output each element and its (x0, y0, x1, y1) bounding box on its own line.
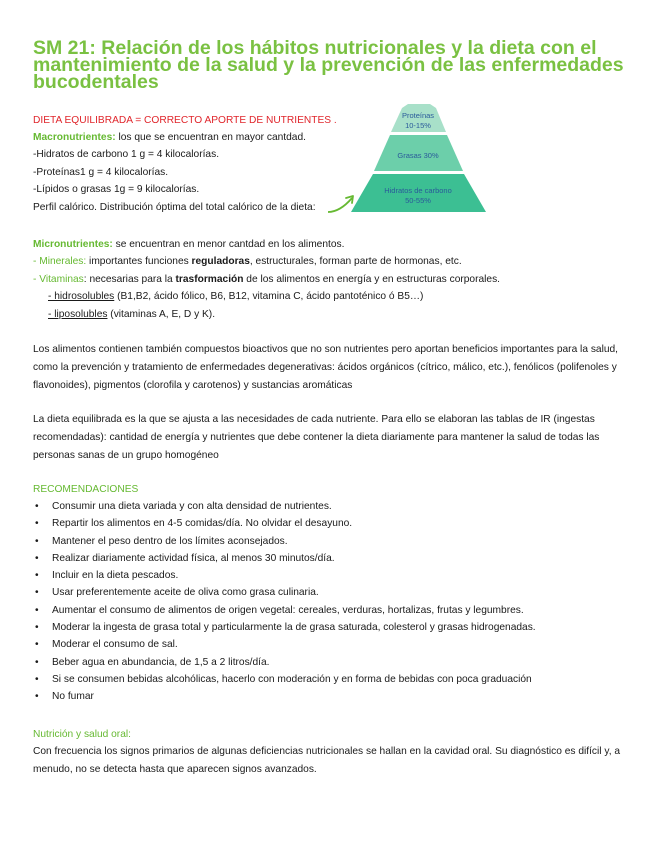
bullet-icon: • (35, 587, 39, 599)
bullet-icon: • (35, 673, 39, 685)
liposolubles-line (48, 308, 215, 321)
bullet-icon: • (35, 518, 39, 530)
macro-line (33, 131, 306, 144)
minerales-label: - Minerales: (33, 256, 87, 267)
hidrosolubles-text: (B1,B2, ácido fólico, B6, B12, vitamina C, ácido pantoténico ó B5…) (114, 291, 424, 302)
macro-text: los que se encuentran en mayor cantdad. (115, 132, 306, 143)
ir-paragraph: La dieta equilibrada es la que se ajusta a las necesidades de cada nutriente. Para ello se elaboran las tablas de IR (ingestas recomendadas): cantidad de energía y nutrientes que debe contener la dieta diariamente para mantener la salud de todas las personas sanas de un grupo homogéneo (33, 414, 600, 461)
list-item (33, 569, 536, 586)
list-item-text: Repartir los alimentos en 4-5 comidas/día. No olvidar el desayuno. (52, 518, 353, 530)
curved-arrow-icon (326, 192, 358, 216)
list-item-text: Si se consumen bebidas alcohólicas, hacerlo con moderación y en forma de bebidas con poca graduación (52, 673, 532, 685)
list-item (33, 586, 536, 603)
list-item-text: Aumentar el consumo de alimentos de origen vegetal: cereales, verduras, hortalizas, frutas y legumbres. (52, 604, 524, 616)
vitaminas-pre: : necesarias para la (83, 274, 176, 285)
recomendaciones-heading: RECOMENDACIONES (33, 484, 139, 495)
vitaminas-bold: trasformación (175, 274, 244, 285)
list-item-text: Moderar el consumo de sal. (52, 639, 178, 651)
list-item-text: Realizar diariamente actividad física, al menos 30 minutos/día. (52, 552, 335, 564)
list-item-text: Moderar la ingesta de grasa total y particularmente la de grasa saturada, colesterol y grasas hidrogenadas. (52, 622, 536, 634)
liposolubles-label: - liposolubles (48, 309, 108, 320)
list-item-text: Usar preferentemente aceite de oliva como grasa culinaria. (52, 587, 319, 599)
oral-paragraph: Con frecuencia los signos primarios de algunas deficiencias nutricionales se hallan en la cavidad oral. Su diagnóstico es difícil y, a menudo, no se detecta hasta que aparecen signos avanzados. (33, 746, 621, 775)
pyramid-top-tier-cap (402, 104, 436, 108)
pyramid-top-pct: 10-15% (405, 121, 431, 130)
minerales-pre: importantes funciones (86, 256, 192, 267)
oral-heading: Nutrición y salud oral: (33, 729, 131, 740)
proteinas-line: -Proteínas1 g = 4 kilocalorías. (33, 167, 169, 178)
vitaminas-label: - Vitaminas (33, 274, 84, 285)
bullet-icon: • (35, 552, 39, 564)
list-item (33, 552, 536, 569)
dieta-heading: DIETA EQUILIBRADA = CORRECTO APORTE DE NUTRIENTES . (33, 115, 337, 126)
list-item-text: Mantener el peso dentro de los límites aconsejados. (52, 535, 288, 547)
pyramid-top-name: Proteínas (401, 111, 435, 120)
list-item-text: Consumir una dieta variada y con alta densidad de nutrientes. (52, 501, 332, 512)
list-item (33, 621, 536, 638)
page-title: SM 21: Relación de los hábitos nutricionales y la dieta con el mantenimiento de la salud y la prevención de las enfermedades bucodentales (33, 37, 624, 93)
list-item-text: Beber agua en abundancia, de 1,5 a 2 litros/día. (52, 656, 270, 668)
minerales-post: , estructurales, forman parte de hormonas, etc. (249, 256, 462, 267)
macro-label: Macronutrientes: (33, 132, 116, 143)
list-item (33, 500, 536, 517)
micro-label: Micronutrientes: (33, 239, 113, 250)
hidrosolubles-line (48, 290, 423, 303)
list-item (33, 690, 536, 707)
bullet-icon: • (35, 691, 39, 703)
vitaminas-line (33, 273, 500, 286)
list-item-text: Incluir en la dieta pescados. (52, 570, 179, 582)
pyramid-base-pct: 50-55% (405, 196, 431, 205)
micro-text: se encuentran en menor cantdad en los alimentos. (112, 239, 345, 250)
list-item (33, 517, 536, 534)
liposolubles-text: (vitaminas A, E, D y K). (107, 309, 216, 320)
minerales-bold: reguladoras (191, 256, 250, 267)
bullet-icon: • (35, 535, 39, 547)
bullet-icon: • (35, 501, 39, 512)
perfil-line: Perfil calórico. Distribución óptima del total calórico de la dieta: (33, 202, 316, 213)
hidrosolubles-label: - hidrosolubles (48, 291, 115, 302)
vitaminas-post: de los alimentos en energía y en estructuras corporales. (243, 274, 500, 285)
minerales-line (33, 255, 462, 268)
list-item (33, 638, 536, 655)
pyramid-base-name: Hidratos de carbono (384, 186, 452, 195)
bullet-icon: • (35, 656, 39, 668)
list-item-text: No fumar (52, 691, 94, 703)
list-item (33, 673, 536, 690)
bullet-icon: • (35, 639, 39, 651)
recomendaciones-list (33, 500, 536, 708)
pyramid-mid-label: Grasas 30% (397, 151, 439, 160)
hidratos-line: -Hidratos de carbono 1 g = 4 kilocalorías. (33, 149, 220, 160)
lipidos-line: -Lípidos o grasas 1g = 9 kilocalorías. (33, 184, 200, 195)
micro-line (33, 238, 344, 251)
list-item (33, 656, 536, 673)
bioactivos-paragraph: Los alimentos contienen también compuestos bioactivos que no son nutrientes pero aportan beneficios importantes para la salud, como la prevención y tratamiento de enfermedades degenerativas: ácidos orgánicos (cítrico, málico, etc.), fenólicos (polifenoles y flavonoides), pigmentos (clorofila y carotenos) y sustancias aromáticas (33, 344, 619, 391)
bullet-icon: • (35, 570, 39, 582)
bullet-icon: • (35, 604, 39, 616)
list-item (33, 535, 536, 552)
list-item (33, 604, 536, 621)
calorie-pyramid (344, 104, 494, 216)
bullet-icon: • (35, 622, 39, 634)
